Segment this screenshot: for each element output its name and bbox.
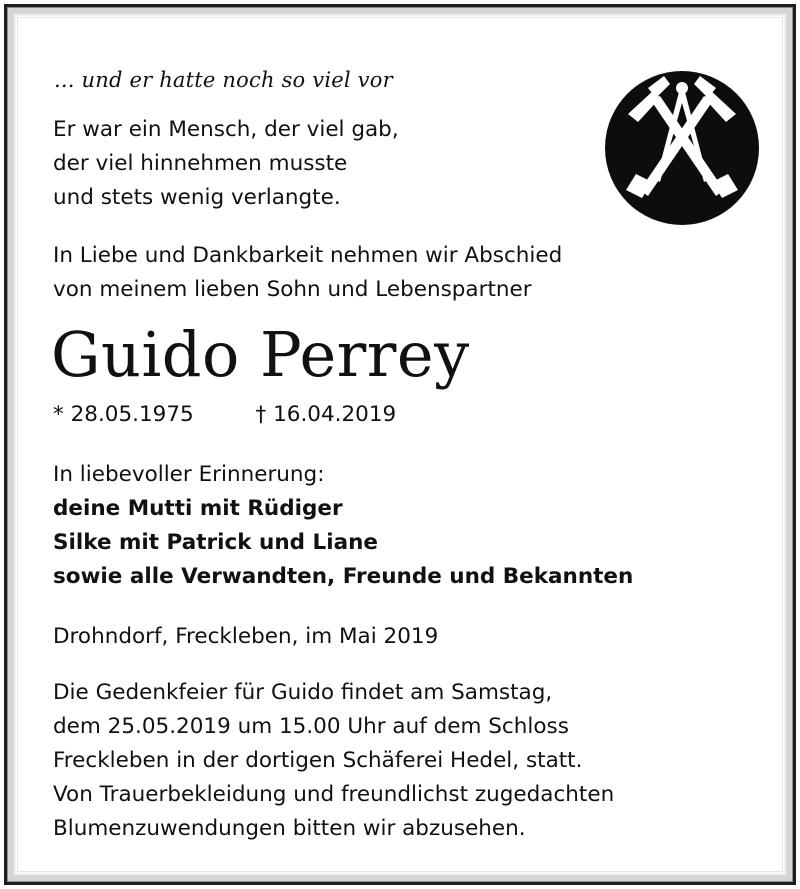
note-line: Von Trauerbekleidung und freundlichst zugedachten: [53, 782, 615, 807]
note-line: Die Gedenkfeier für Guido findet am Samstag,: [53, 680, 553, 705]
verse-line: der viel hinnehmen musste: [53, 151, 348, 176]
memorial-note: [53, 676, 614, 846]
note-line: Freckleben in der dortigen Schäferei Hedel, statt.: [53, 748, 583, 773]
note-line: Blumenzuwendungen bitten wir abzusehen.: [53, 816, 526, 841]
intro-line: von meinem lieben Sohn und Lebenspartner: [53, 277, 532, 302]
memory-block: [53, 458, 633, 594]
birth-date: * 28.05.1975: [53, 402, 194, 427]
place-date: Drohndorf, Freckleben, im Mai 2019: [53, 624, 439, 649]
mourner-line: Silke mit Patrick und Liane: [53, 530, 378, 555]
mourner-line: sowie alle Verwandten, Freunde und Bekannten: [53, 564, 634, 589]
roofer-guild-emblem-icon: [604, 70, 760, 226]
intro-block: [53, 239, 562, 307]
verse-block: [53, 113, 399, 215]
life-dates: [53, 402, 396, 427]
notice-frame: [4, 4, 796, 885]
death-date: † 16.04.2019: [255, 402, 397, 427]
intro-line: In Liebe und Dankbarkeit nehmen wir Abschied: [53, 243, 563, 268]
memory-heading: In liebevoller Erinnerung:: [53, 462, 325, 487]
deceased-name: Guido Perrey: [51, 318, 470, 391]
verse-line: Er war ein Mensch, der viel gab,: [53, 117, 399, 142]
verse-line: und stets wenig verlangte.: [53, 185, 341, 210]
mourner-line: deine Mutti mit Rüdiger: [53, 496, 343, 521]
motto: ... und er hatte noch so viel vor: [54, 68, 393, 92]
note-line: dem 25.05.2019 um 15.00 Uhr auf dem Schloss: [53, 714, 569, 739]
